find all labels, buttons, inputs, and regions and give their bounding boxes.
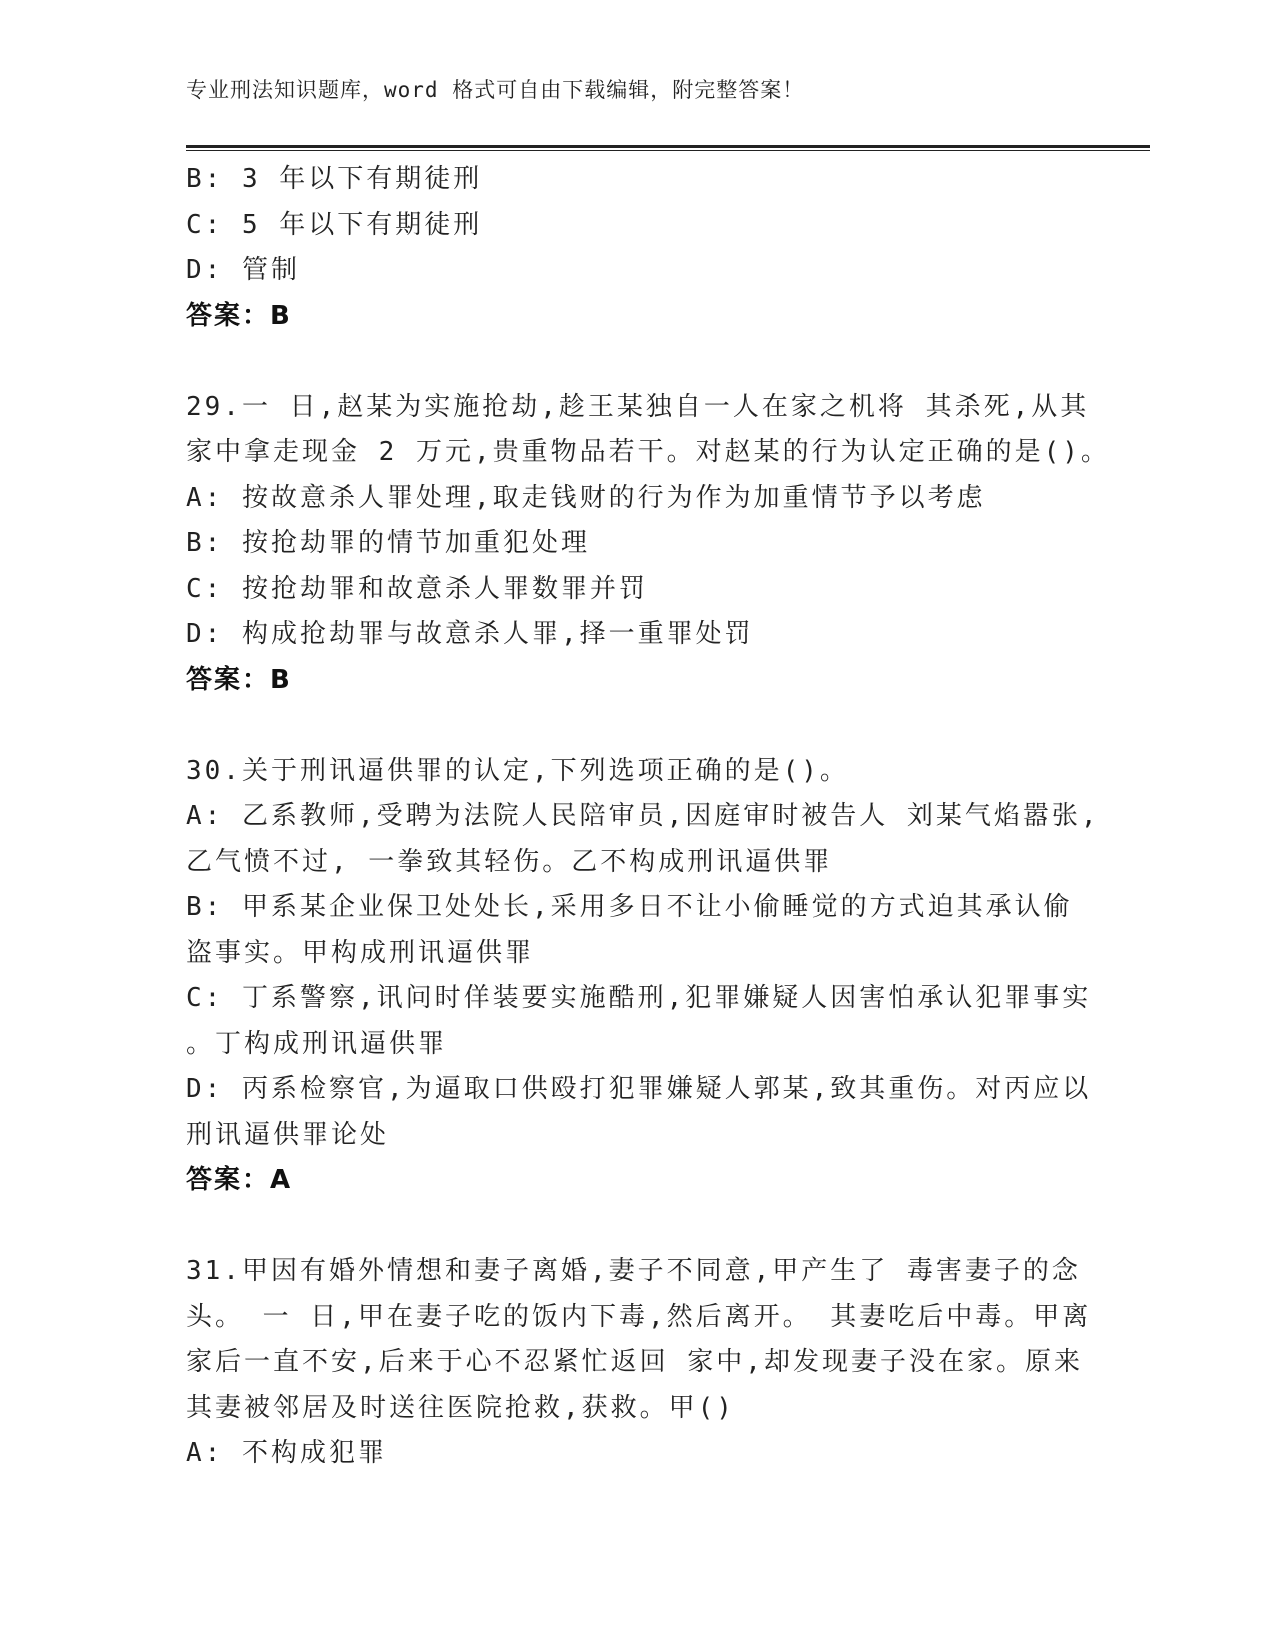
paragraph-gap <box>186 339 1086 385</box>
text-line: D: 管制 <box>186 255 300 285</box>
answer-line: 答案：B <box>186 300 292 331</box>
text-line: 头。 一 日,甲在妻子吃的饭内下毒,然后离开。 其妻吃后中毒。甲离 <box>186 1301 1092 1332</box>
text-line: A: 不构成犯罪 <box>186 1438 387 1468</box>
text-line: 29.一 日,赵某为实施抢劫,趁王某独自一人在家之机将 其杀死,从其 <box>186 391 1090 422</box>
answer-line: 答案：B <box>186 664 292 695</box>
paragraph-gap <box>186 1204 1086 1250</box>
question-content <box>186 157 1110 1477</box>
text-line: 。丁构成刑讯逼供罪 <box>186 1028 448 1059</box>
header-rule-thin <box>186 150 1150 151</box>
text-line: C: 丁系警察,讯问时佯装要实施酷刑,犯罪嫌疑人因害怕承认犯罪事实 <box>186 983 1092 1013</box>
text-line: 乙气愤不过, 一拳致其轻伤。乙不构成刑讯逼供罪 <box>186 846 833 877</box>
text-line: B: 甲系某企业保卫处处长,采用多日不让小偷睡觉的方式迫其承认偷 <box>186 892 1073 922</box>
text-line: 31.甲因有婚外情想和妻子离婚,妻子不同意,甲产生了 毒害妻子的念 <box>186 1256 1081 1286</box>
text-line: 其妻被邻居及时送往医院抢救,获救。甲() <box>186 1392 735 1423</box>
text-line: C: 按抢劫罪和故意杀人罪数罪并罚 <box>186 573 648 604</box>
text-line: 家后一直不安,后来于心不忍紧忙返回 家中,却发现妻子没在家。原来 <box>186 1347 1083 1377</box>
text-line: A: 乙系教师,受聘为法院人民陪审员,因庭审时被告人 刘某气焰嚣张, <box>186 801 1100 831</box>
page-header: 专业刑法知识题库，word 格式可自由下载编辑，附完整答案！ <box>186 78 805 102</box>
paragraph-gap <box>186 703 1086 749</box>
text-line: 家中拿走现金 2 万元,贵重物品若干。对赵某的行为认定正确的是()。 <box>186 437 1110 467</box>
text-line: D: 构成抢劫罪与故意杀人罪,择一重罪处罚 <box>186 619 754 649</box>
text-line: D: 丙系检察官,为逼取口供殴打犯罪嫌疑人郭某,致其重伤。对丙应以 <box>186 1074 1092 1104</box>
text-line: 盗事实。甲构成刑讯逼供罪 <box>186 937 535 968</box>
header-rule-thick <box>186 145 1150 148</box>
text-line: 30.关于刑讯逼供罪的认定,下列选项正确的是()。 <box>186 755 849 786</box>
text-line: A: 按故意杀人罪处理,取走钱财的行为作为加重情节予以考虑 <box>186 482 986 513</box>
answer-line: 答案：A <box>186 1165 293 1195</box>
text-line: B: 3 年以下有期徒刑 <box>186 164 483 194</box>
text-line: 刑讯逼供罪论处 <box>186 1119 390 1150</box>
text-line: B: 按抢劫罪的情节加重犯处理 <box>186 528 590 558</box>
text-line: C: 5 年以下有期徒刑 <box>186 209 483 240</box>
